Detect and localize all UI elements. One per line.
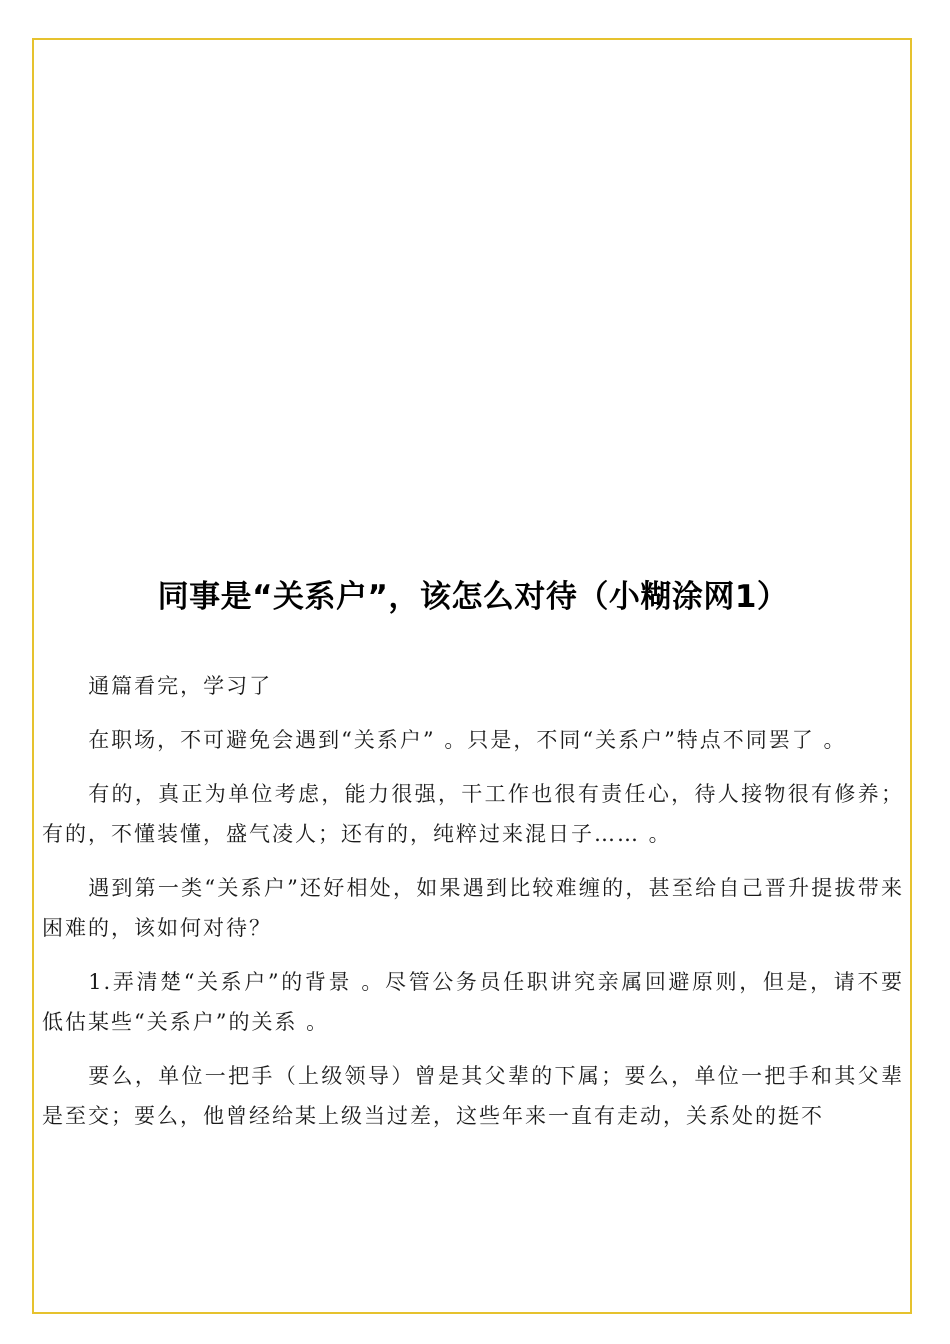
paragraph-1: 通篇看完，学习了	[88, 674, 273, 698]
paragraph-2: 在职场，不可避免会遇到“关系户” 。只是，不同“关系户”特点不同罢了 。	[88, 728, 847, 752]
paragraph-3: 有的，真正为单位考虑，能力很强，干工作也很有责任心，待人接物很有修养；有的，不懂装懂，盛气凌人；还有的，纯粹过来混日子…… 。	[42, 782, 904, 846]
paragraph-5: 1.弄清楚“关系户”的背景 。尽管公务员任职讲究亲属回避原则，但是，请不要低估某些“关系户”的关系 。	[42, 970, 904, 1034]
paragraph-4: 遇到第一类“关系户”还好相处，如果遇到比较难缠的，甚至给自己晋升提拔带来困难的，该如何对待？	[42, 876, 904, 940]
paragraph-6: 要么，单位一把手（上级领导）曾是其父辈的下属；要么，单位一把手和其父辈是至交；要么，他曾经给某上级当过差，这些年来一直有走动，关系处的挺不	[42, 1064, 904, 1128]
document-body	[42, 666, 904, 1150]
document-title: 同事是“关系户”，该怎么对待（小糊涂网1）	[157, 579, 789, 615]
